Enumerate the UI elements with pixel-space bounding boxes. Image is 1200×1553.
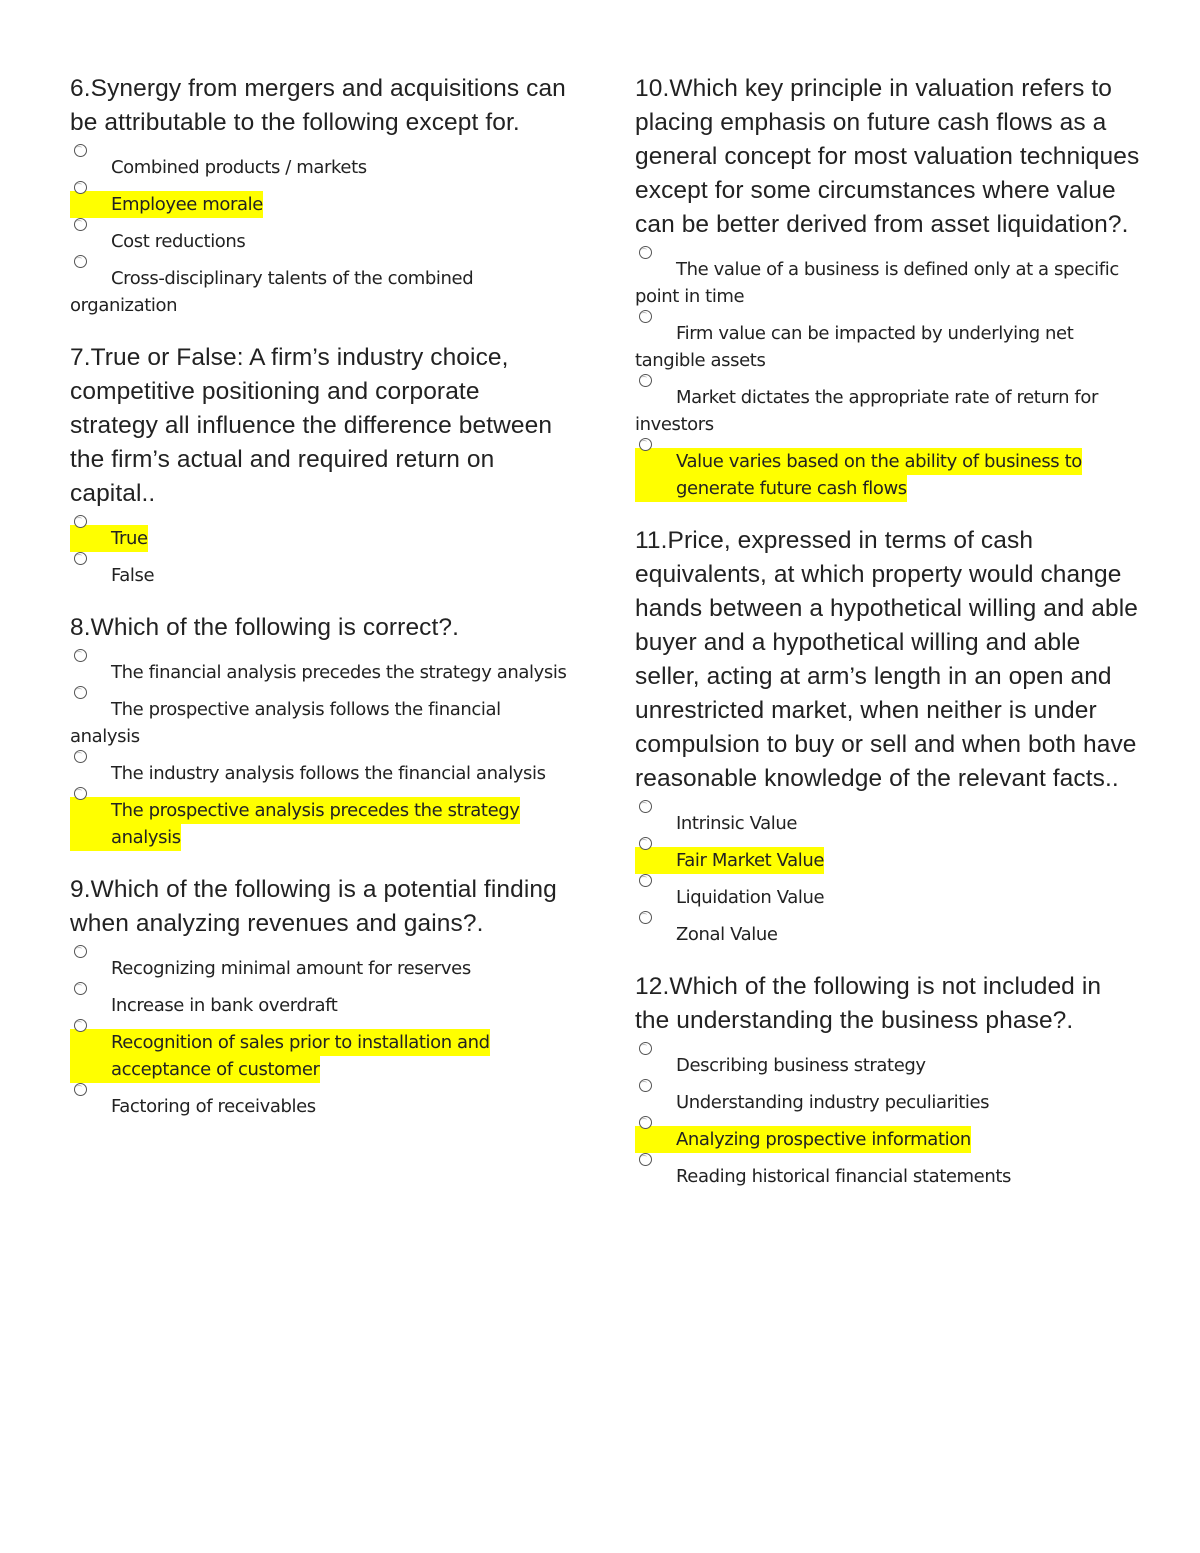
question-text: 8.Which of the following is correct?.: [70, 614, 460, 641]
option-label: True: [70, 525, 148, 552]
radio-icon[interactable]: [639, 310, 652, 323]
option-selected[interactable]: [70, 1019, 570, 1083]
question-7: [70, 341, 570, 589]
option[interactable]: [635, 874, 1140, 911]
option[interactable]: [70, 218, 570, 255]
option[interactable]: [70, 144, 570, 181]
option[interactable]: [635, 800, 1140, 837]
option-selected[interactable]: [635, 1116, 1140, 1153]
option[interactable]: [70, 945, 570, 982]
radio-icon[interactable]: [74, 144, 87, 157]
option-label: The financial analysis precedes the strategy analysis: [111, 662, 567, 683]
option-label: Liquidation Value: [676, 887, 825, 908]
radio-icon[interactable]: [74, 750, 87, 763]
option[interactable]: [70, 255, 570, 319]
question-10: [635, 72, 1140, 502]
radio-icon[interactable]: [74, 1019, 87, 1032]
option-label: Reading historical financial statements: [676, 1166, 1011, 1187]
option-label: Understanding industry peculiarities: [676, 1092, 990, 1113]
option[interactable]: [635, 911, 1140, 948]
question-text: 6.Synergy from mergers and acquisitions can be attributable to the following except for.: [70, 75, 566, 136]
option-label: Firm value can be impacted by underlying net tangible assets: [635, 323, 1074, 371]
radio-icon[interactable]: [74, 945, 87, 958]
radio-icon[interactable]: [74, 1083, 87, 1096]
question-6: [70, 72, 570, 319]
option[interactable]: [635, 1042, 1140, 1079]
option-label: The industry analysis follows the financial analysis: [111, 763, 546, 784]
option-label: Market dictates the appropriate rate of return for investors: [635, 387, 1098, 435]
option-label: Employee morale: [70, 191, 263, 218]
option[interactable]: [70, 982, 570, 1019]
option-label: Recognition of sales prior to installation and acceptance of customer: [70, 1029, 490, 1083]
radio-icon[interactable]: [639, 1079, 652, 1092]
radio-icon[interactable]: [74, 218, 87, 231]
radio-icon[interactable]: [639, 374, 652, 387]
question-12: [635, 970, 1140, 1190]
radio-icon[interactable]: [74, 686, 87, 699]
option[interactable]: [635, 1153, 1140, 1190]
radio-icon[interactable]: [639, 438, 652, 451]
option-label: False: [111, 565, 155, 586]
option-label: Intrinsic Value: [676, 813, 798, 834]
option-label: Fair Market Value: [635, 847, 824, 874]
option-selected[interactable]: [635, 438, 1140, 502]
option-label: Recognizing minimal amount for reserves: [111, 958, 471, 979]
option-label: Increase in bank overdraft: [111, 995, 338, 1016]
question-text: 12.Which of the following is not included in the understanding the business phase?.: [635, 973, 1102, 1034]
radio-icon[interactable]: [639, 1116, 652, 1129]
option-selected[interactable]: [70, 515, 570, 552]
option-label: The value of a business is defined only at a specific point in time: [635, 259, 1119, 307]
option[interactable]: [635, 374, 1140, 438]
radio-icon[interactable]: [639, 911, 652, 924]
option-selected[interactable]: [70, 181, 570, 218]
question-8: [70, 611, 570, 851]
question-text: 10.Which key principle in valuation refers to placing emphasis on future cash flows as a general concept for most valuation techniques except for some circumstances where value can be better derived from asset liquidation?.: [635, 75, 1140, 238]
right-column: [635, 72, 1140, 1212]
radio-icon[interactable]: [639, 246, 652, 259]
option[interactable]: [635, 310, 1140, 374]
option-label: Analyzing prospective information: [635, 1126, 971, 1153]
radio-icon[interactable]: [74, 515, 87, 528]
question-text: 9.Which of the following is a potential finding when analyzing revenues and gains?.: [70, 876, 557, 937]
radio-icon[interactable]: [639, 874, 652, 887]
option-label: Value varies based on the ability of business to generate future cash flows: [635, 448, 1082, 502]
radio-icon[interactable]: [74, 982, 87, 995]
radio-icon[interactable]: [639, 1153, 652, 1166]
radio-icon[interactable]: [74, 552, 87, 565]
option[interactable]: [635, 246, 1140, 310]
radio-icon[interactable]: [74, 649, 87, 662]
option[interactable]: [70, 552, 570, 589]
option[interactable]: [635, 1079, 1140, 1116]
option-label: The prospective analysis precedes the strategy analysis: [70, 797, 520, 851]
question-text: 7.True or False: A firm’s industry choice, competitive positioning and corporate strategy all influence the difference between the firm’s actual and required return on capital..: [70, 344, 553, 507]
option-label: Combined products / markets: [111, 157, 367, 178]
option-selected[interactable]: [635, 837, 1140, 874]
radio-icon[interactable]: [74, 181, 87, 194]
radio-icon[interactable]: [639, 800, 652, 813]
radio-icon[interactable]: [639, 1042, 652, 1055]
option[interactable]: [70, 686, 570, 750]
left-column: [70, 72, 570, 1142]
option-label: The prospective analysis follows the financial analysis: [70, 699, 501, 747]
option[interactable]: [70, 649, 570, 686]
option-label: Zonal Value: [676, 924, 778, 945]
option-label: Cost reductions: [111, 231, 246, 252]
option-label: Factoring of receivables: [111, 1096, 316, 1117]
radio-icon[interactable]: [74, 255, 87, 268]
question-11: [635, 524, 1140, 948]
option-label: Cross-disciplinary talents of the combined organization: [70, 268, 474, 316]
option-label: Describing business strategy: [676, 1055, 926, 1076]
radio-icon[interactable]: [639, 837, 652, 850]
radio-icon[interactable]: [74, 787, 87, 800]
question-text: 11.Price, expressed in terms of cash equivalents, at which property would change hands between a hypothetical willing and able buyer and a hypothetical willing and able seller, acting at arm’s length in an open and unrestricted market, when neither is under compulsion to buy or sell and when both have reasonable knowledge of the relevant facts..: [635, 527, 1139, 792]
question-9: [70, 873, 570, 1120]
option[interactable]: [70, 1083, 570, 1120]
option[interactable]: [70, 750, 570, 787]
option-selected[interactable]: [70, 787, 570, 851]
